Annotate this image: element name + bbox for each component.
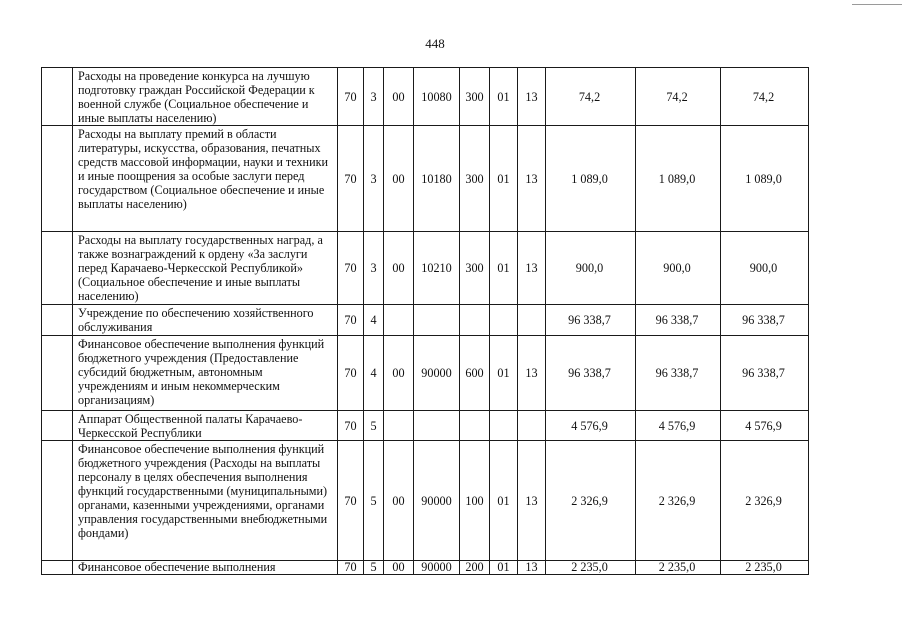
expense-name: Расходы на выплату государственных наград, а также вознаграждений к ордену «За заслуги перед Карачаево-Черкесской Республикой» (Социальное обеспечение и иные выплаты населению) (73, 232, 338, 305)
row-index-cell (42, 68, 73, 126)
code-section: 01 (490, 441, 518, 561)
amount-year-1: 96 338,7 (546, 336, 636, 411)
amount-year-1: 900,0 (546, 232, 636, 305)
code-ministry: 70 (338, 68, 364, 126)
code-ministry: 70 (338, 126, 364, 232)
table-row (42, 411, 809, 441)
code-subprogram: 00 (384, 126, 414, 232)
code-subprogram: 00 (384, 68, 414, 126)
code-ministry: 70 (338, 441, 364, 561)
code-subsection: 13 (518, 232, 546, 305)
code-subprogram: 00 (384, 232, 414, 305)
code-section: 01 (490, 232, 518, 305)
code-section: 01 (490, 68, 518, 126)
code-program: 5 (364, 411, 384, 441)
code-ministry: 70 (338, 561, 364, 575)
amount-year-3: 4 576,9 (721, 411, 809, 441)
row-index-cell (42, 336, 73, 411)
amount-year-2: 96 338,7 (636, 305, 721, 336)
expense-name: Финансовое обеспечение выполнения (73, 561, 338, 575)
code-ministry: 70 (338, 336, 364, 411)
code-expense-type: 100 (460, 441, 490, 561)
code-subsection (518, 305, 546, 336)
code-section (490, 411, 518, 441)
row-index-cell (42, 305, 73, 336)
amount-year-1: 1 089,0 (546, 126, 636, 232)
code-program: 4 (364, 336, 384, 411)
code-subsection: 13 (518, 561, 546, 575)
code-subprogram (384, 305, 414, 336)
code-program: 5 (364, 561, 384, 575)
row-index-cell (42, 561, 73, 575)
code-program: 3 (364, 126, 384, 232)
code-expense-type: 300 (460, 68, 490, 126)
code-section (490, 305, 518, 336)
amount-year-2: 4 576,9 (636, 411, 721, 441)
code-program: 4 (364, 305, 384, 336)
code-direction (414, 411, 460, 441)
amount-year-2: 1 089,0 (636, 126, 721, 232)
code-section: 01 (490, 336, 518, 411)
code-program: 3 (364, 68, 384, 126)
table-row (42, 305, 809, 336)
code-expense-type: 200 (460, 561, 490, 575)
code-subsection: 13 (518, 336, 546, 411)
amount-year-1: 2 235,0 (546, 561, 636, 575)
code-ministry: 70 (338, 232, 364, 305)
expense-name: Финансовое обеспечение выполнения функций бюджетного учреждения (Расходы на выплаты персоналу в целях обеспечения выполнения функций государственными (муниципальными) органами, казенными учреждениями, органами управления государственными внебюджетными фондами) (73, 441, 338, 561)
code-direction: 90000 (414, 561, 460, 575)
amount-year-3: 2 235,0 (721, 561, 809, 575)
code-ministry: 70 (338, 305, 364, 336)
table-row (42, 561, 809, 575)
amount-year-1: 96 338,7 (546, 305, 636, 336)
expense-name: Аппарат Общественной палаты Карачаево-Черкесской Республики (73, 411, 338, 441)
amount-year-2: 74,2 (636, 68, 721, 126)
code-expense-type: 300 (460, 232, 490, 305)
code-program: 5 (364, 441, 384, 561)
row-index-cell (42, 232, 73, 305)
code-subsection (518, 411, 546, 441)
amount-year-1: 74,2 (546, 68, 636, 126)
amount-year-3: 900,0 (721, 232, 809, 305)
code-direction: 10180 (414, 126, 460, 232)
amount-year-3: 96 338,7 (721, 336, 809, 411)
code-subprogram (384, 411, 414, 441)
amount-year-2: 2 235,0 (636, 561, 721, 575)
amount-year-2: 2 326,9 (636, 441, 721, 561)
code-subprogram: 00 (384, 441, 414, 561)
table-row (42, 336, 809, 411)
amount-year-3: 1 089,0 (721, 126, 809, 232)
code-direction (414, 305, 460, 336)
row-index-cell (42, 441, 73, 561)
expense-name: Финансовое обеспечение выполнения функций бюджетного учреждения (Предоставление субсидий бюджетным, автономным учреждениям и иным некоммерческим организациям) (73, 336, 338, 411)
code-program: 3 (364, 232, 384, 305)
code-direction: 90000 (414, 441, 460, 561)
code-expense-type: 300 (460, 126, 490, 232)
expense-name: Расходы на выплату премий в области литературы, искусства, образования, печатных средств массовой информации, науки и техники и иные поощрения за особые заслуги перед государством (Социальное обеспечение и иные выплаты населению) (73, 126, 338, 232)
row-index-cell (42, 126, 73, 232)
budget-table (41, 67, 809, 575)
table-row (42, 441, 809, 561)
code-subsection: 13 (518, 68, 546, 126)
code-expense-type (460, 411, 490, 441)
table-row (42, 68, 809, 126)
code-subprogram: 00 (384, 336, 414, 411)
table-row (42, 126, 809, 232)
code-direction: 10080 (414, 68, 460, 126)
corner-scan-line (852, 4, 902, 5)
code-subprogram: 00 (384, 561, 414, 575)
code-subsection: 13 (518, 441, 546, 561)
table-row (42, 232, 809, 305)
amount-year-3: 74,2 (721, 68, 809, 126)
amount-year-3: 2 326,9 (721, 441, 809, 561)
code-subsection: 13 (518, 126, 546, 232)
code-expense-type (460, 305, 490, 336)
code-direction: 10210 (414, 232, 460, 305)
code-direction: 90000 (414, 336, 460, 411)
row-index-cell (42, 411, 73, 441)
amount-year-1: 2 326,9 (546, 441, 636, 561)
expense-name: Расходы на проведение конкурса на лучшую подготовку граждан Российской Федерации к военной службе (Социальное обеспечение и иные выплаты населению) (73, 68, 338, 126)
amount-year-1: 4 576,9 (546, 411, 636, 441)
amount-year-2: 900,0 (636, 232, 721, 305)
code-ministry: 70 (338, 411, 364, 441)
code-section: 01 (490, 561, 518, 575)
code-expense-type: 600 (460, 336, 490, 411)
page-number: 448 (425, 36, 445, 51)
expense-name: Учреждение по обеспечению хозяйственного обслуживания (73, 305, 338, 336)
code-section: 01 (490, 126, 518, 232)
amount-year-2: 96 338,7 (636, 336, 721, 411)
amount-year-3: 96 338,7 (721, 305, 809, 336)
